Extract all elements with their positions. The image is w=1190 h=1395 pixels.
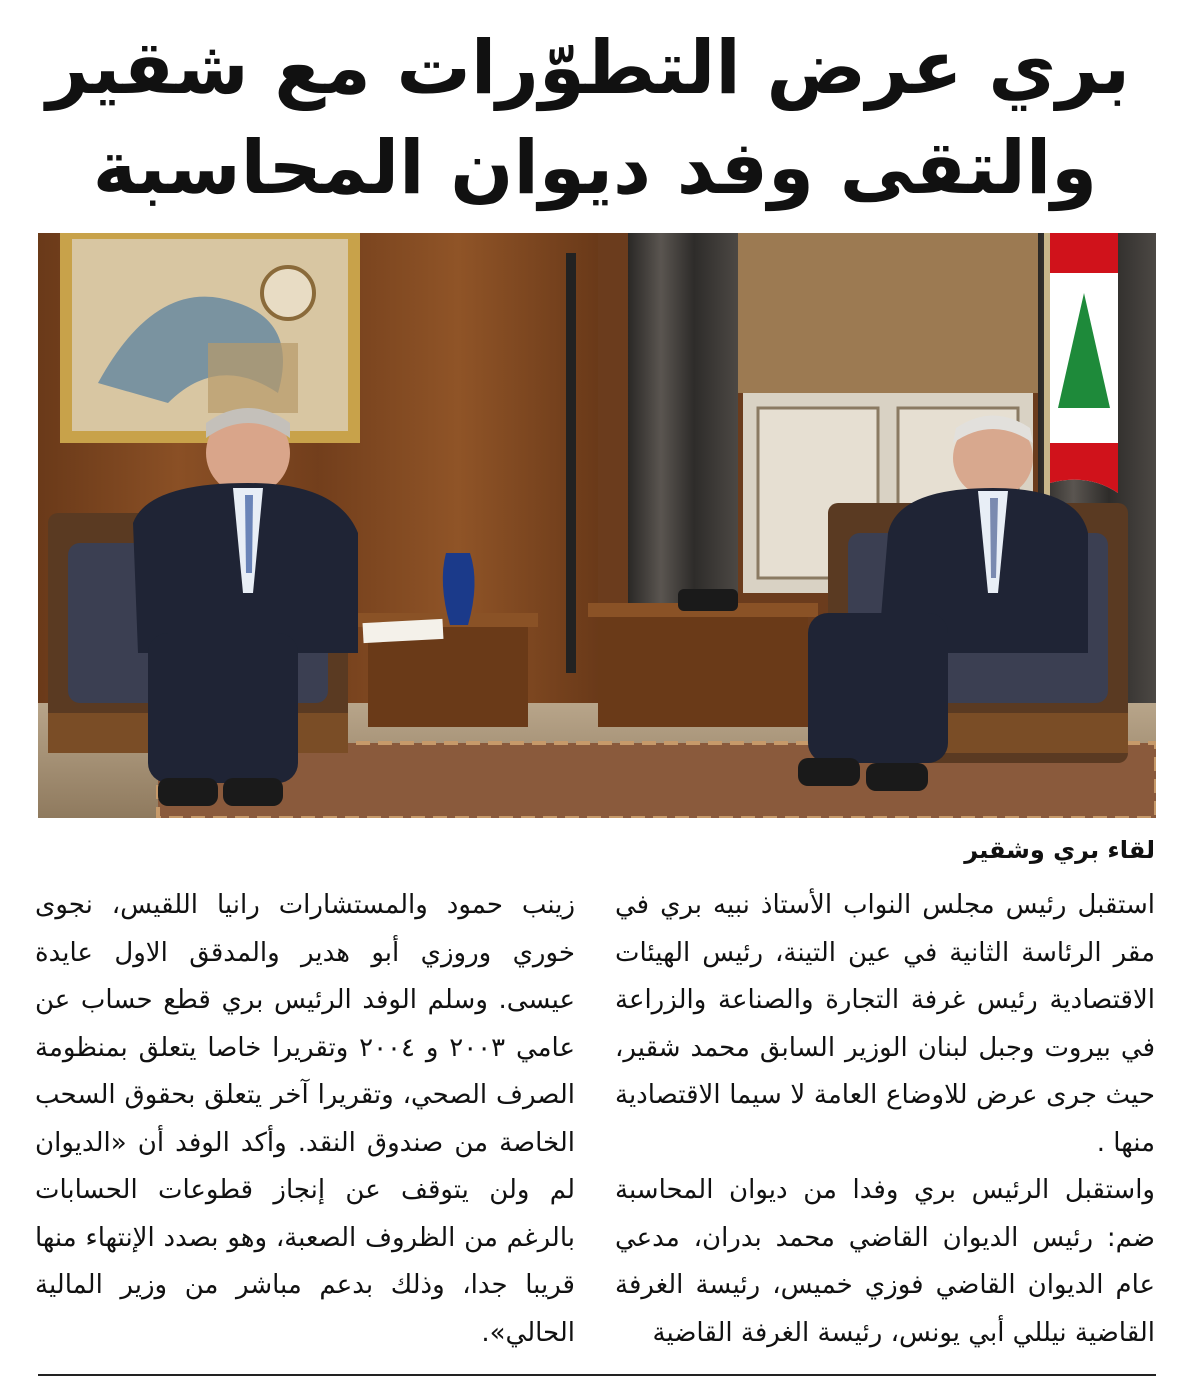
headline-line-2: والتقى وفد ديوان المحاسبة xyxy=(92,125,1098,211)
article-paragraph: واستقبل الرئيس بري وفدا من ديوان المحاسبة ضم: رئيس الديوان القاضي محمد بدران، مدعي عام الديوان القاضي فوزي خميس، رئيسة الغرفة القاضية نيللي أبي يونس، رئيسة الغرفة القاضية xyxy=(615,1175,1155,1348)
article-column-right xyxy=(615,882,1155,1357)
flag-pole xyxy=(1044,233,1050,533)
vase xyxy=(443,553,475,625)
telephone xyxy=(678,589,738,611)
floor-lamp xyxy=(566,253,576,673)
article-paragraph: استقبل رئيس مجلس النواب الأستاذ نبيه بري في مقر الرئاسة الثانية في عين التينة، رئيس الهيئات الاقتصادية رئيس غرفة التجارة والصناعة والزراعة في بيروت وجبل لبنان الوزير السابق محمد شقير، حيث جرى عرض للاوضاع العامة لا سيما الاقتصادية منها . xyxy=(615,890,1155,1158)
headline-line-1: بري عرض التطوّرات مع شقير xyxy=(46,25,1130,111)
article-paragraph: زينب حمود والمستشارات رانيا اللقيس، نجوى خوري وروزي أبو هدير والمدقق الاول عايدة عيسى. وسلم الوفد الرئيس بري قطع حساب عن عامي ٢٠٠٣ و ٢٠٠٤ وتقريرا خاصا يتعلق بمنظومة الصرف الصحي، وتقريرا آخر يتعلق بحقوق السحب الخاصة من صندوق النقد. وأكد الوفد أن «الديوان لم ولن يتوقف عن إنجاز قطوعات الحسابات بالرغم من الظروف الصعبة، وهو بصدد الإنتهاء منها قريبا جدا، وذلك بدعم مباشر من وزير المالية الحالي». xyxy=(35,890,575,1348)
news-photo xyxy=(38,233,1156,818)
article-column-left xyxy=(35,882,575,1357)
headline xyxy=(46,18,1130,218)
photo-caption: لقاء بري وشقير xyxy=(964,836,1155,864)
bottom-divider xyxy=(38,1374,1156,1376)
window-blind xyxy=(738,233,1038,393)
meeting-photo-illustration xyxy=(38,233,1156,818)
